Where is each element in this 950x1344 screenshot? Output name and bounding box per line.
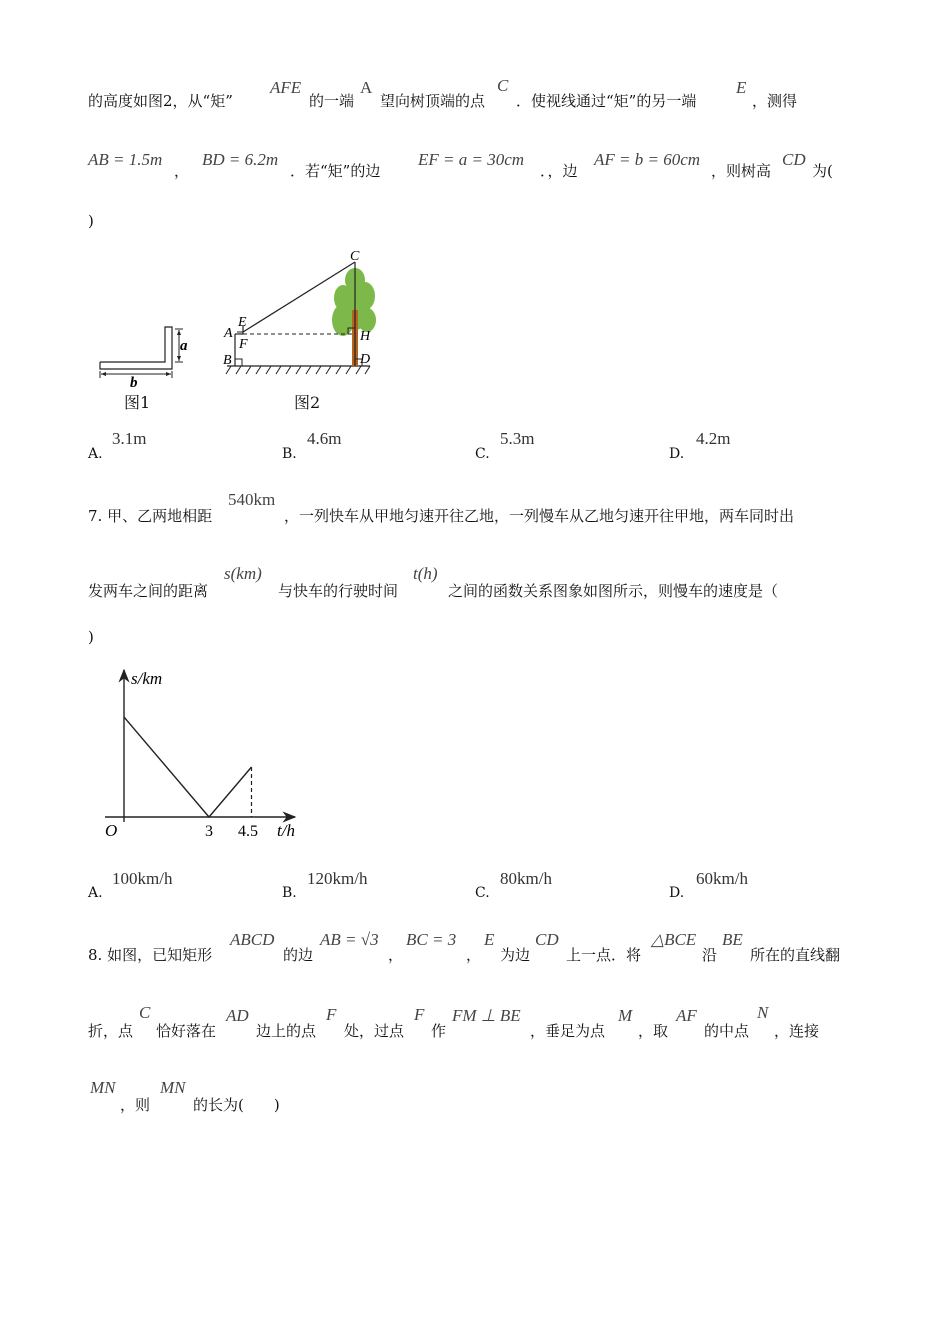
q6-text: 望向树顶端的点 [380, 92, 486, 110]
fig2-label-E: E [238, 315, 247, 330]
q6-text: ．，边 [540, 162, 578, 180]
q8-math: C [139, 1003, 151, 1022]
q8-text: ，则 [120, 1096, 151, 1114]
q8-text: 为边 [500, 946, 531, 964]
q6-math: CD [782, 150, 806, 169]
option-value: 4.2m [696, 429, 731, 448]
q8-math: N [757, 1003, 769, 1022]
fig1-label-b: b [130, 375, 138, 391]
q8-math: AD [226, 1006, 249, 1025]
q6-text: ，测得 [752, 92, 798, 110]
option-letter: A. [88, 446, 103, 462]
x-tick-label: 3 [205, 823, 213, 840]
q7-distance-time-chart [95, 660, 315, 845]
option-value: 80km/h [500, 869, 552, 888]
q8-math: MN [160, 1078, 186, 1097]
fig2-label-A: A [224, 326, 233, 341]
q8-text: 上一点．将 [566, 946, 642, 964]
figure-2-caption: 图2 [294, 393, 321, 412]
option-value: 3.1m [112, 429, 147, 448]
option-letter: B. [282, 446, 297, 462]
q6-math: A [360, 78, 373, 97]
q8-math: AF [676, 1006, 697, 1025]
fig2-label-C: C [350, 249, 360, 264]
q6-text: ．若“矩”的边 [290, 162, 381, 180]
q8-text: 的长为( ) [193, 1096, 280, 1114]
option-letter: C. [475, 446, 490, 462]
q6-math: AF = b = 60cm [594, 150, 701, 169]
option-letter: C. [475, 885, 490, 901]
fig2-label-B: B [223, 353, 232, 368]
q6-text: 的高度如图2，从“矩” [88, 92, 233, 110]
q6-text: 为( [812, 162, 833, 180]
q8-text: 恰好落在 [156, 1022, 217, 1040]
fig2-label-D: D [360, 352, 371, 367]
q8-text: 处，过点 [344, 1022, 405, 1040]
fig2-label-F: F [239, 337, 248, 352]
q6-math: C [497, 76, 509, 95]
q6-text: 的一端 [309, 92, 355, 110]
q7-text: 7. 甲、乙两地相距 [88, 507, 213, 525]
q7-math: s(km) [224, 564, 262, 583]
q6-math: AFE [270, 78, 302, 97]
figure-2 [215, 248, 385, 380]
q7-text: ) [88, 628, 94, 646]
q8-text: ，取 [638, 1022, 669, 1040]
q6-math: EF = a = 30cm [418, 150, 525, 169]
q6-math: E [736, 78, 747, 97]
q6-text: ) [88, 212, 94, 230]
x-tick-label: 4.5 [238, 823, 258, 840]
q8-text: ， [388, 946, 404, 964]
q8-math: FM ⊥ BE [452, 1006, 521, 1025]
q8-math: F [414, 1005, 425, 1024]
q8-text: 边上的点 [256, 1022, 317, 1040]
q8-math: M [618, 1006, 633, 1025]
fig2-label-H: H [360, 329, 371, 344]
q6-math: BD = 6.2m [202, 150, 279, 169]
q8-text: ， [466, 946, 482, 964]
origin-label: O [105, 821, 118, 840]
q8-math: CD [535, 930, 559, 949]
fig1-label-a: a [180, 338, 188, 354]
q8-math: E [484, 930, 495, 949]
q8-text: 沿 [702, 946, 718, 964]
option-value: 5.3m [500, 429, 535, 448]
option-letter: D. [669, 446, 685, 462]
q7-math: t(h) [413, 564, 438, 583]
q8-math: △BCE [651, 930, 697, 949]
q8-text: 折，点 [88, 1022, 134, 1040]
q7-text: 与快车的行驶时间 [278, 582, 399, 600]
q8-math: MN [90, 1078, 116, 1097]
option-value: 60km/h [696, 869, 748, 888]
q7-math: 540km [228, 490, 276, 509]
option-value: 4.6m [307, 429, 342, 448]
option-letter: A. [88, 885, 103, 901]
q7-text: 发两车之间的距离 [88, 582, 209, 600]
q6-text: ，则树高 [711, 162, 772, 180]
q8-text: 8. 如图，已知矩形 [88, 946, 213, 964]
q8-text: 的边 [283, 946, 314, 964]
option-letter: B. [282, 885, 297, 901]
q8-math: AB = √3 [320, 930, 379, 949]
q8-math: F [326, 1005, 337, 1024]
q8-text: ，连接 [774, 1022, 820, 1040]
q6-text: ， [174, 162, 190, 180]
q8-math: ABCD [230, 930, 275, 949]
figure-1-caption: 图1 [124, 393, 151, 412]
q7-text: 之间的函数关系图象如图所示，则慢车的速度是（ [448, 582, 779, 600]
q6-math: AB = 1.5m [88, 150, 163, 169]
y-axis-label: s/km [131, 669, 163, 688]
x-axis-label: t/h [277, 821, 295, 840]
q8-text: 所在的直线翻 [750, 946, 841, 964]
q7-text: ，一列快车从甲地匀速开往乙地，一列慢车从乙地匀速开往甲地，两车同时出 [284, 507, 795, 525]
q8-text: 作 [431, 1022, 447, 1040]
q8-text: 的中点 [704, 1022, 750, 1040]
option-value: 100km/h [112, 869, 173, 888]
option-value: 120km/h [307, 869, 368, 888]
q8-math: BE [722, 930, 743, 949]
option-letter: D. [669, 885, 685, 901]
q6-text: ．使视线通过“矩”的另一端 [516, 92, 697, 110]
q8-text: ，垂足为点 [530, 1022, 606, 1040]
q8-math: BC = 3 [406, 930, 457, 949]
series-line [124, 717, 252, 817]
